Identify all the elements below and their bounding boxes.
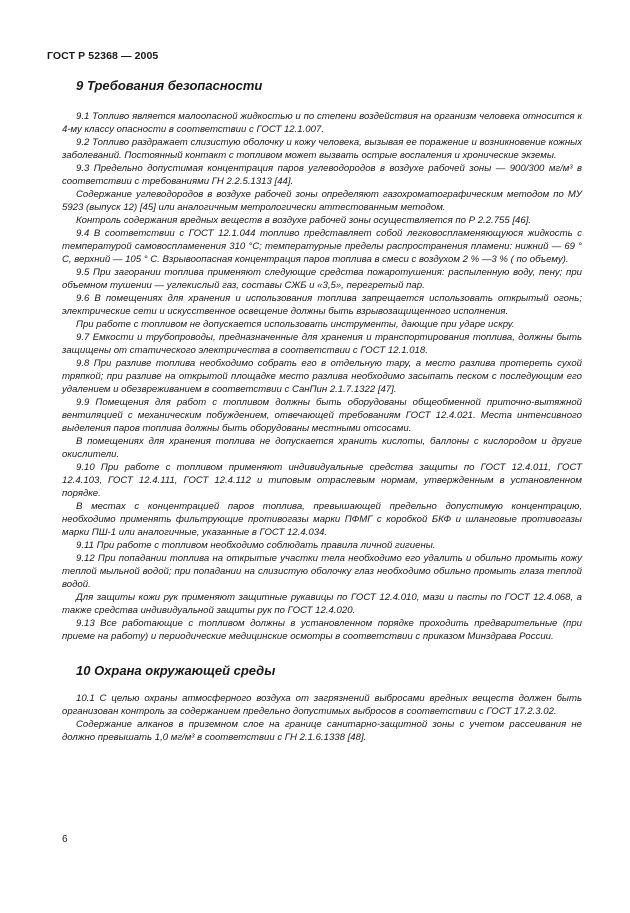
- paragraph-9-3: 9.3 Предельно допустимая концентрация паров углеводородов в воздухе рабочей зоны — 900/300 мг/м³ в соответствии с требованиями ГН 2.2.5.1313 [44].: [62, 163, 582, 187]
- paragraph-10-1-alkanes: Содержание алканов в приземном слое на границе санитарно-защитной зоны с учетом рассеивания не должно превышать 1,0 мг/м³ в соответствии с ГН 2.1.6.1338 [48].: [62, 719, 582, 743]
- paragraph-9-1: 9.1 Топливо является малоопасной жидкостью и по степени воздействия на организм человека относится к 4-му классу опасности в соответствии с ГОСТ 12.1.007.: [62, 111, 582, 135]
- paragraph-9-10: 9.10 При работе с топливом применяют индивидуальные средства защиты по ГОСТ 12.4.011, ГОСТ 12.4.103, ГОСТ 12.4.111, ГОСТ 12.4.112 и типовым отраслевым нормам, утвержденным в установленном порядке.: [62, 462, 582, 499]
- paragraph-10-1: 10.1 С целью охраны атмосферного воздуха от загрязнений выбросами вредных веществ должен быть организован контроль за содержанием предельно допустимых выбросов в соответствии с ГОСТ 17.2.3.02.: [62, 693, 582, 717]
- page-content: [62, 78, 582, 744]
- page-number: 6: [62, 834, 68, 845]
- paragraph-9-7: 9.7 Емкости и трубопроводы, предназначенные для хранения и транспортирования топлива, должны быть защищены от статического электричества в соответствии с ГОСТ 12.1.018.: [62, 332, 582, 356]
- section-10-title: 10 Охрана окружающей среды: [76, 663, 276, 678]
- paragraph-9-6: 9.6 В помещениях для хранения и использования топлива запрещается использовать открытый огонь; электрические сети и искусственное освещение должны быть взрывозащищенного исполнения.: [62, 293, 582, 317]
- paragraph-9-12: 9.12 При попадании топлива на открытые участки тела необходимо его удалить и обильно промыть кожу теплой мыльной водой; при попадании на слизистую оболочку глаз необходимо обильно промыть глаза теплой водой.: [62, 553, 582, 590]
- paragraph-9-5: 9.5 При загорании топлива применяют следующие средства пожаротушения: распыленную воду, пену; при объемном тушении — углекислый газ, составы СЖБ и «3,5», перегретый пар.: [62, 267, 582, 291]
- paragraph-9-3-control: Контроль содержания вредных веществ в воздухе рабочей зоны осуществляется по Р 2.2.755 [46].: [76, 215, 532, 226]
- paragraph-9-12-gloves: Для защиты кожи рук применяют защитные рукавицы по ГОСТ 12.4.010, мази и пасты по ГОСТ 12.4.068, а также средства индивидуальной защиты рук по ГОСТ 12.4.020.: [62, 592, 582, 616]
- paragraph-9-4: 9.4 В соответствии с ГОСТ 12.1.044 топливо представляет собой легковоспламеняющуюся жидкость с температурой самовоспламенения 310 °С; температурные пределы распространения пламени: нижний — 69 ° С, верхний — 105 ° С. Взрывоопасная концентрация паров топлива в смеси с воздухом 2 % —3 % ( по объему).: [62, 228, 582, 265]
- paragraph-9-9-storage: В помещениях для хранения топлива не допускается хранить кислоты, баллоны с кислородом и другие окислители.: [62, 436, 582, 460]
- section-9-body: [62, 110, 582, 643]
- paragraph-9-9: 9.9 Помещения для работ с топливом должны быть оборудованы общеобменной приточно-вытяжной вентиляцией с механическим побуждением, отвечающей требованиям ГОСТ 12.4.021. Места интенсивного выделения паров топлива должны быть оборудованы местными отсосами.: [62, 397, 582, 434]
- document-header: ГОСТ Р 52368 — 2005: [47, 50, 159, 62]
- paragraph-9-6-tools: При работе с топливом не допускается использовать инструменты, дающие при ударе искру.: [76, 319, 515, 330]
- paragraph-9-13: 9.13 Все работающие с топливом должны в установленном порядке проходить предварительные (при приеме на работу) и периодические медицинские осмотры в соответствии с приказом Минздрава России.: [62, 618, 582, 642]
- paragraph-9-11: 9.11 При работе с топливом необходимо соблюдать правила личной гигиены.: [76, 540, 436, 551]
- paragraph-9-3-method: Содержание углеводородов в воздухе рабочей зоны определяют газохроматографическим методом по МУ 5923 (выпуск 12) [45] или аналогичным метрологически аттестованным методом.: [62, 189, 582, 213]
- section-9-title: 9 Требования безопасности: [76, 78, 263, 93]
- paragraph-9-8: 9.8 При разливе топлива необходимо собрать его в отдельную тару, а место разлива протереть сухой тряпкой; при разливе на открытой площадке место разлива необходимо засыпать песком с последующим его удалением и обезвреживанием в соответствии с СанПин 2.1.7.1322 [47].: [62, 358, 582, 395]
- section-10-body: [62, 692, 582, 744]
- paragraph-9-10-gasmasks: В местах с концентрацией паров топлива, превышающей предельно допустимую концентрацию, необходимо применять фильтрующие противогазы марки ПФМГ с коробкой БКФ и шланговые противогазы марки ПШ-1 или аналогичные, указанные в ГОСТ 12.4.034.: [62, 501, 582, 538]
- paragraph-9-2: 9.2 Топливо раздражает слизистую оболочку и кожу человека, вызывая ее поражение и возникновение кожных заболеваний. Постоянный контакт с топливом может вызвать острые воспаления и хронические экземы.: [62, 137, 582, 161]
